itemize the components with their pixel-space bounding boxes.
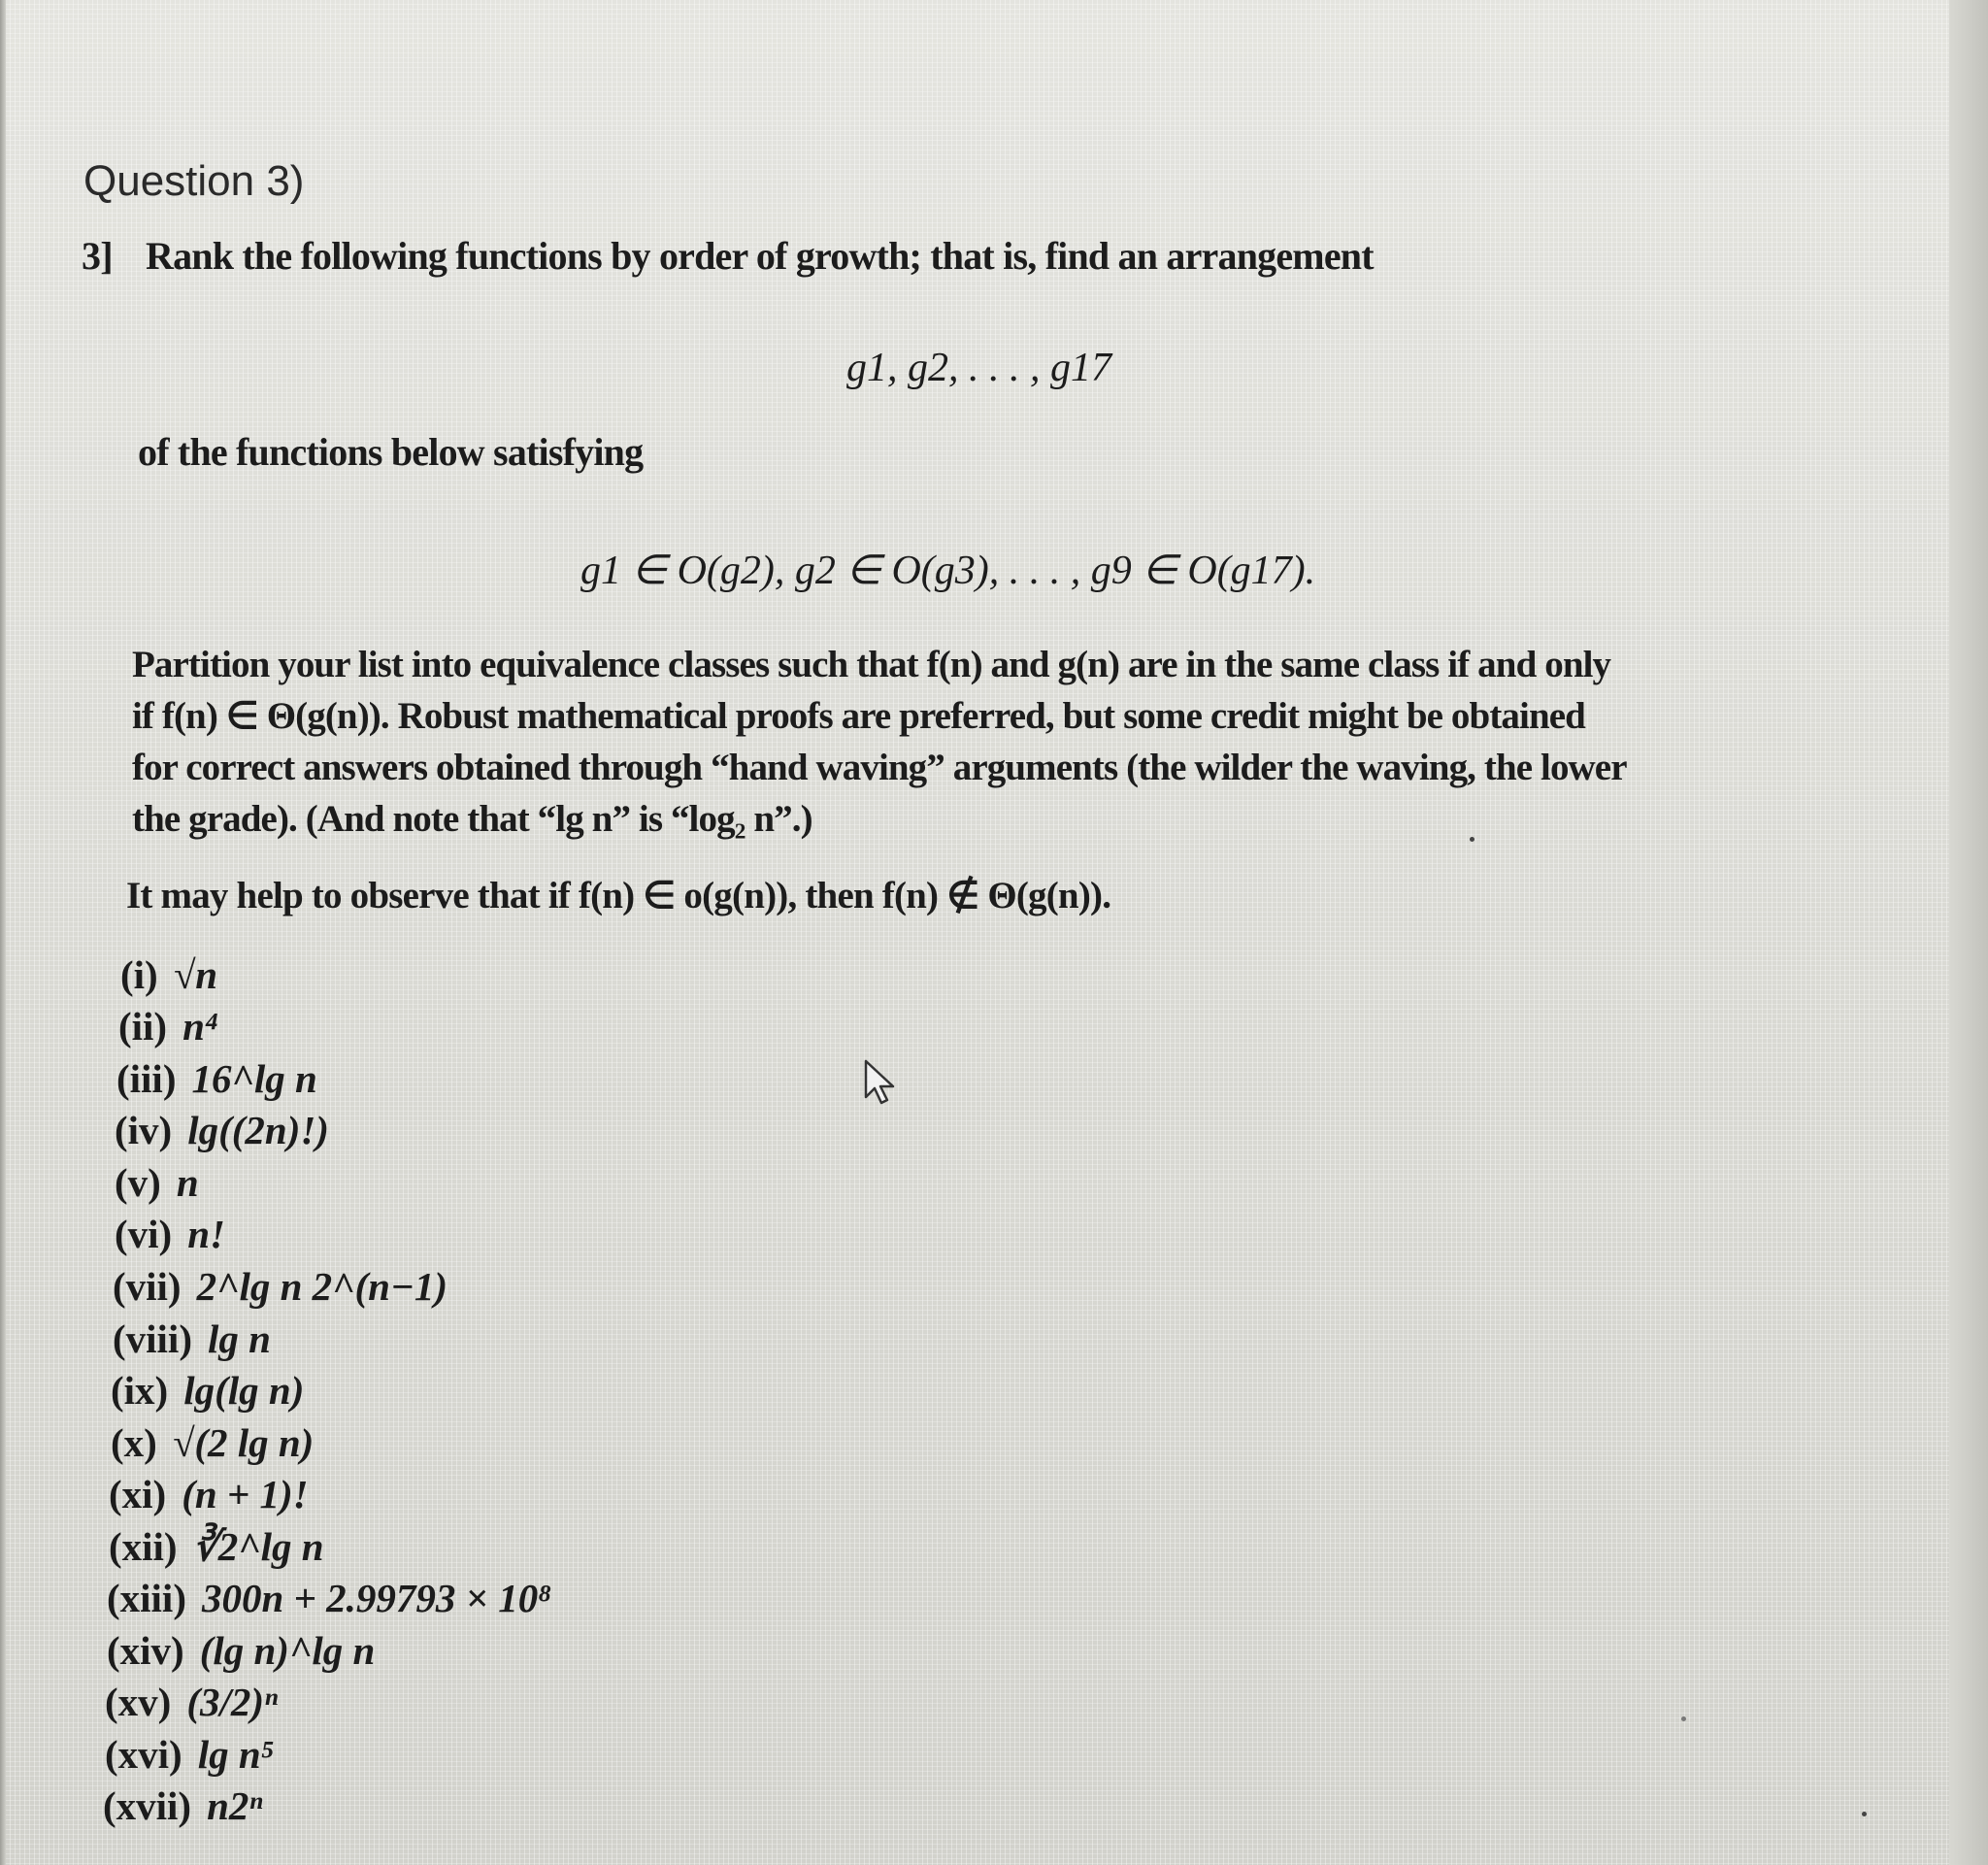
photo-right-edge (1949, 0, 1988, 1865)
list-item (103, 1782, 263, 1829)
item-expression: √n (173, 952, 218, 997)
list-item (109, 1471, 309, 1517)
speck-mark (1470, 837, 1474, 842)
list-item (107, 1575, 552, 1621)
speck-mark (1862, 1812, 1867, 1816)
question-title: Question 3) (83, 157, 305, 205)
partition-paragraph (132, 639, 1627, 845)
item-number: (xvii) (103, 1783, 192, 1828)
list-item (105, 1679, 278, 1725)
item-expression: √(2 lg n) (172, 1420, 315, 1465)
item-expression: n (176, 1160, 199, 1205)
item-number: (vii) (113, 1264, 182, 1309)
list-item (111, 1367, 304, 1414)
item-number: (xii) (109, 1524, 178, 1569)
item-expression: lg(lg n) (183, 1368, 305, 1413)
item-expression: lg n⁵ (197, 1732, 275, 1777)
list-item (120, 951, 217, 998)
list-item (116, 1055, 317, 1102)
item-number: (x) (111, 1420, 157, 1465)
item-expression: 16^lg n (191, 1056, 317, 1101)
problem-number: 3] (82, 234, 113, 278)
list-item (118, 1003, 218, 1049)
item-expression: (n + 1)! (182, 1472, 309, 1516)
item-expression: (3/2)ⁿ (186, 1680, 279, 1724)
item-expression: ∛2^lg n (192, 1524, 324, 1569)
item-number: (viii) (113, 1316, 192, 1361)
partition-line: if f(n) ∈ Θ(g(n)). Robust mathematical proofs are preferred, but some credit might be obtained (132, 695, 1585, 737)
of-functions-text: of the functions below satisfying (138, 430, 644, 474)
item-expression: n2ⁿ (207, 1783, 263, 1828)
partition-line: Partition your list into equivalence classes such that f(n) and g(n) are in the same class if and only (132, 644, 1611, 685)
item-expression: lg n (207, 1316, 271, 1361)
hint-text: It may help to observe that if f(n) ∈ o(g(n)), then f(n) ∉ Θ(g(n)). (126, 875, 1111, 916)
list-item (113, 1263, 447, 1310)
function-sequence: g1, g2, . . . , g17 (846, 346, 1111, 390)
item-number: (iii) (116, 1056, 177, 1101)
item-number: (xi) (109, 1472, 167, 1516)
item-number: (ix) (111, 1368, 169, 1413)
list-item (115, 1159, 199, 1206)
item-number: (vi) (115, 1212, 173, 1256)
item-expression: 2^lg n 2^(n−1) (196, 1264, 447, 1309)
mouse-pointer-icon (862, 1058, 901, 1107)
item-number: (i) (120, 952, 158, 997)
item-number: (iv) (115, 1108, 173, 1152)
item-expression: n⁴ (182, 1004, 219, 1049)
item-expression: lg((2n)!) (187, 1108, 329, 1152)
photo-left-edge (0, 0, 6, 1865)
item-number: (xiv) (107, 1628, 184, 1673)
item-number: (xiii) (107, 1576, 186, 1620)
speck-mark (1681, 1716, 1686, 1721)
partition-line: for correct answers obtained through “hand waving” arguments (the wilder the waving, the lower (132, 747, 1627, 788)
item-expression: 300n + 2.99793 × 10⁸ (201, 1576, 552, 1620)
item-number: (xvi) (105, 1732, 182, 1777)
list-item (107, 1627, 375, 1674)
list-item (105, 1731, 275, 1778)
list-item (113, 1315, 271, 1362)
list-item (115, 1211, 225, 1257)
partition-line: the grade). (And note that “lg n” is “log₂ n”.) (132, 798, 812, 840)
ordering-condition: g1 ∈ O(g2), g2 ∈ O(g3), . . . , g9 ∈ O(g17). (580, 549, 1316, 593)
item-number: (v) (115, 1160, 161, 1205)
item-number: (ii) (118, 1004, 168, 1049)
item-expression: n! (187, 1212, 225, 1256)
list-item (115, 1107, 329, 1153)
item-number: (xv) (105, 1680, 172, 1724)
list-item (109, 1523, 324, 1570)
list-item (111, 1419, 314, 1466)
intro-text: Rank the following functions by order of growth; that is, find an arrangement (146, 234, 1374, 278)
item-expression: (lg n)^lg n (199, 1628, 376, 1673)
